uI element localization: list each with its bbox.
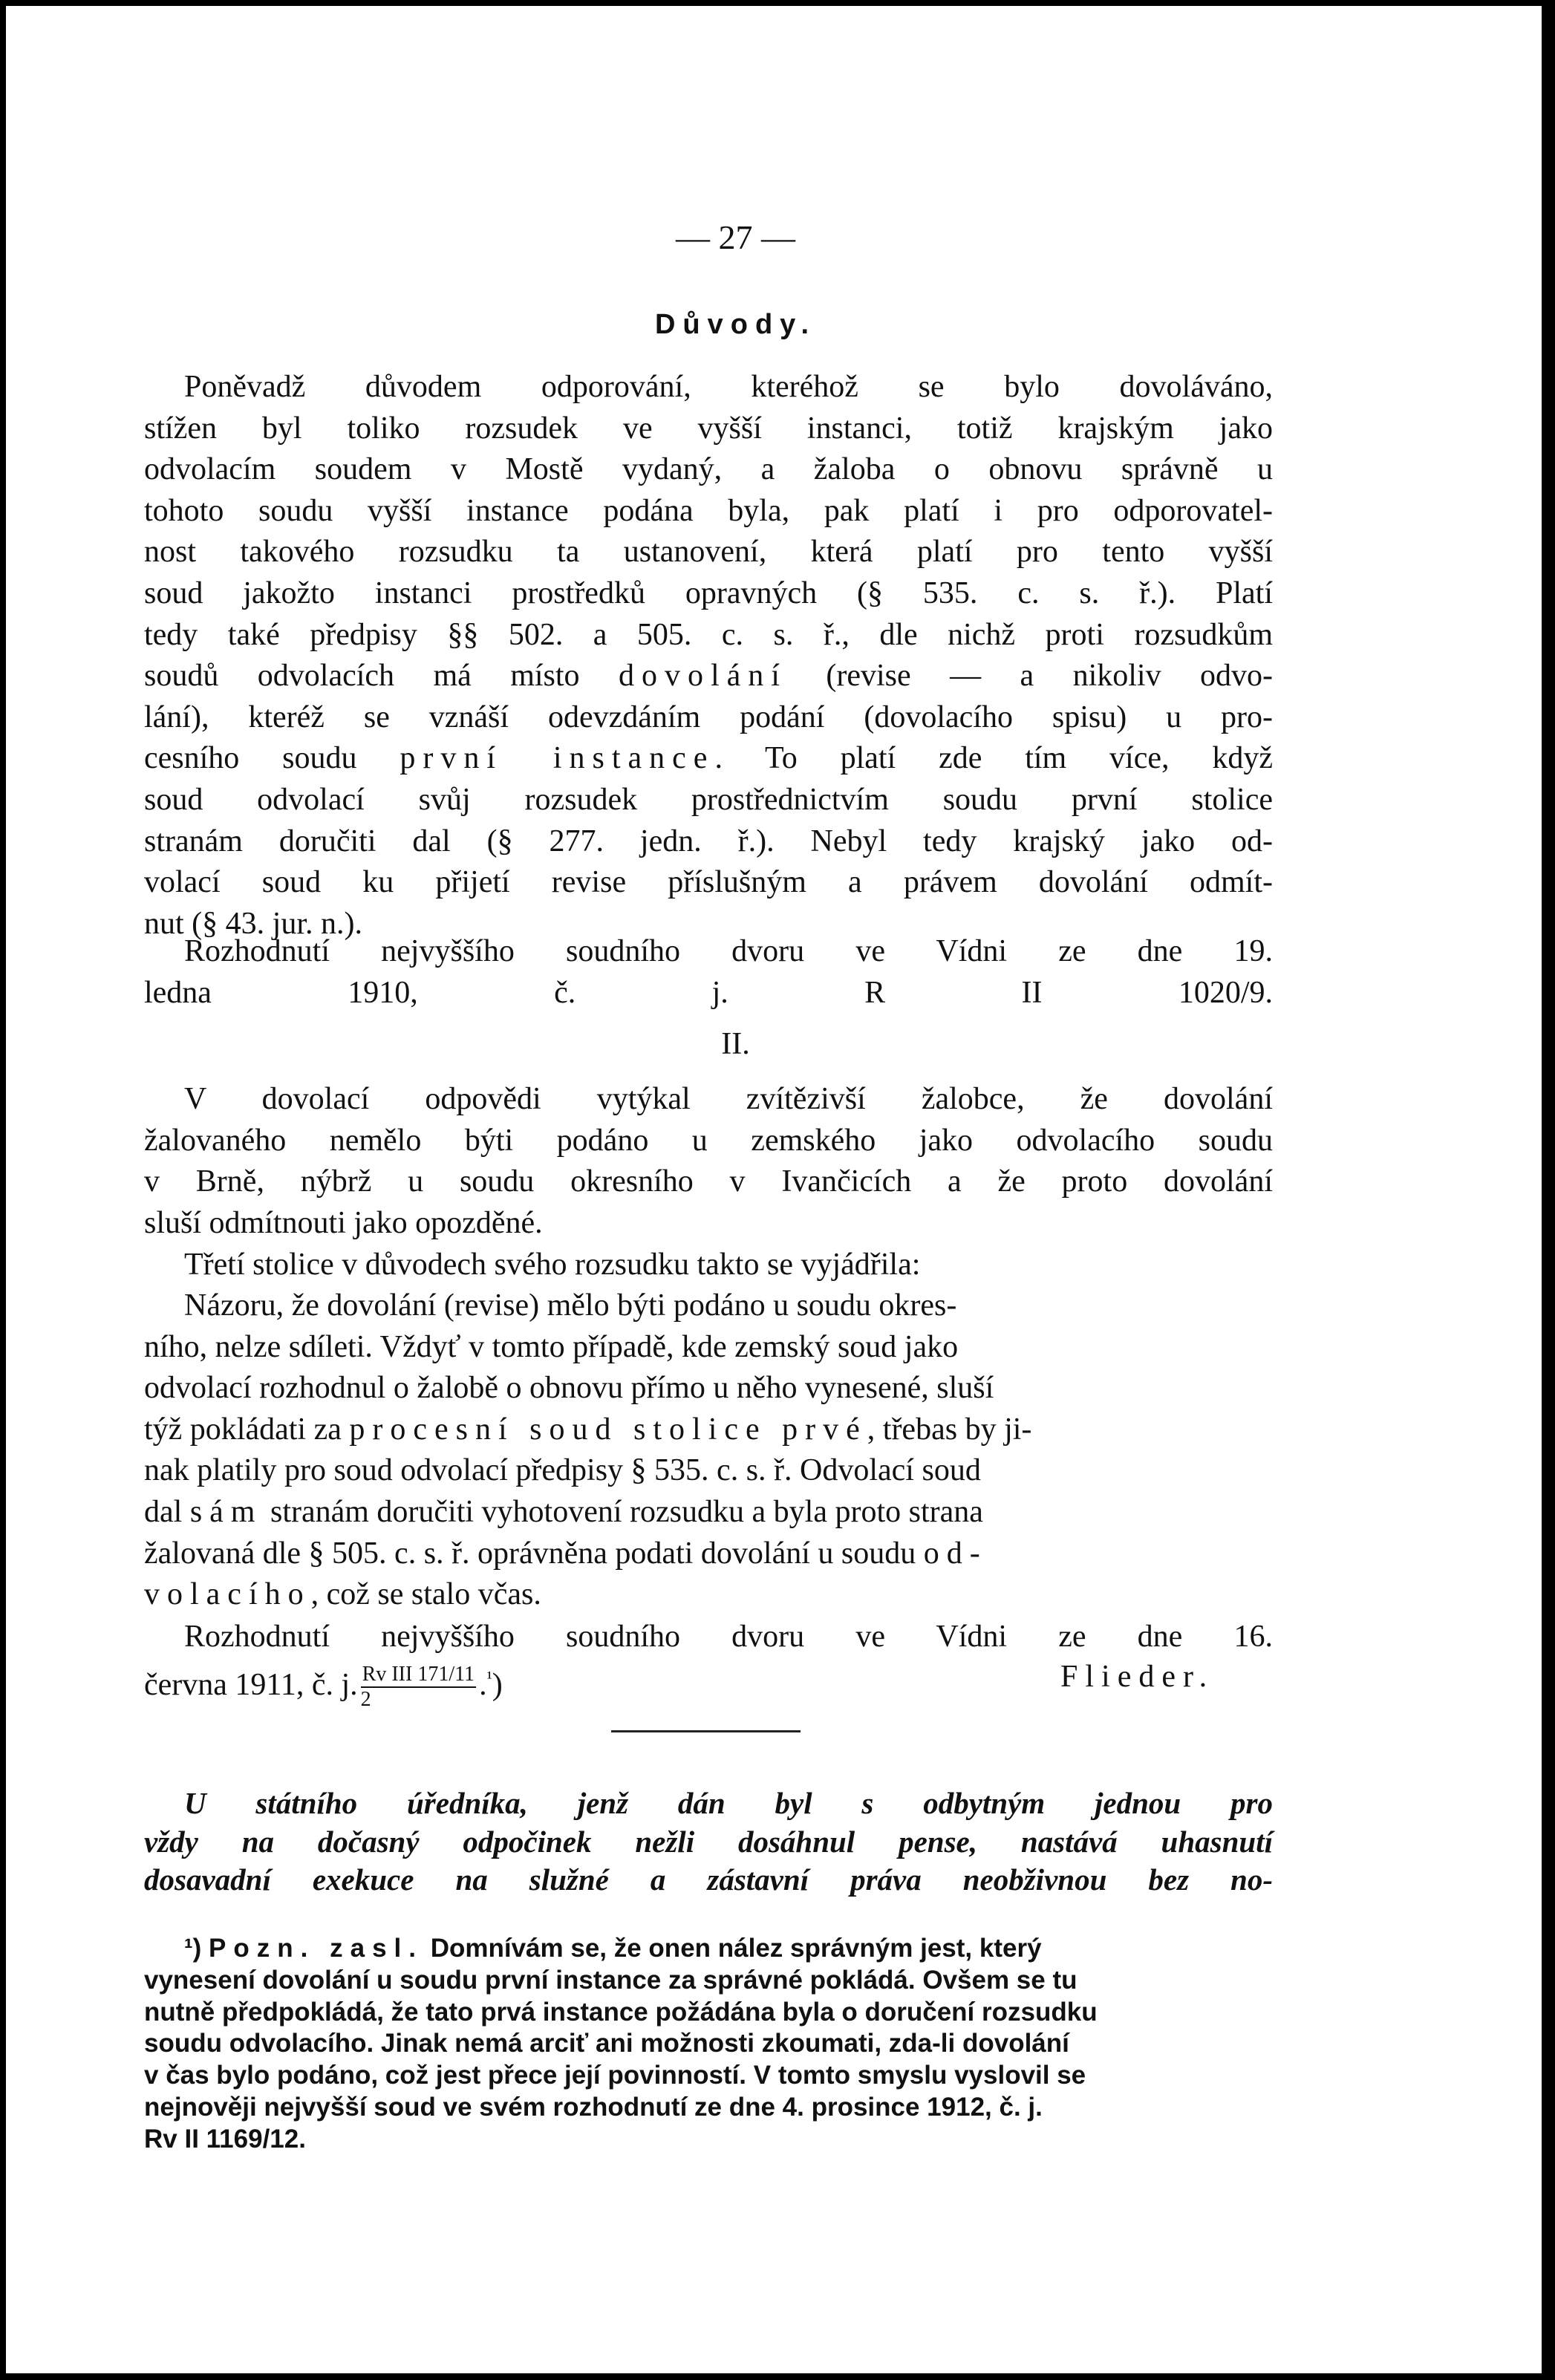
text-line: stížen byl toliko rozsudek ve vyšší instanci, totiž krajským jako [144, 411, 1273, 446]
text-line: žalovaná dle § 505. c. s. ř. oprávněna podati dovolání u soudu od- [144, 1536, 988, 1571]
footnote-reference: ¹ [486, 1668, 492, 1688]
case-number-fraction [361, 1664, 476, 1710]
footnote [144, 1933, 1273, 2156]
text-line: tedy také předpisy §§ 502. a 505. c. s. ř., dle nichž proti rozsudkům [144, 617, 1273, 652]
text-line: odvolacím soudem v Mostě vydaný, a žaloba o obnovu správně u [144, 452, 1273, 487]
text-line: odvolací rozhodnul o žalobě o obnovu přímo u něho vynesené, sluší [144, 1371, 994, 1406]
section-number: II. [721, 1027, 750, 1061]
text-line: ledna 1910, č. j. R II 1020/9. [144, 975, 1273, 1010]
paragraph-nazoru [144, 1285, 1273, 1616]
spaced-emphasis: dovolání [618, 659, 787, 694]
text-line: Poněvadž důvodem odporování, kteréhož se bylo dovoláváno, [184, 370, 1273, 404]
text-line: vždy na dočasný odpočinek nežli dosáhnul pense, nastává uhasnutí [144, 1824, 1273, 1859]
text-line: v čas bylo podáno, což jest přece její povinností. V tomto smyslu vyslovil se [144, 2061, 1086, 2090]
decision-2-suffix: . [479, 1667, 487, 1702]
duvody-paragraph [144, 367, 1273, 945]
text-line: vynesení dovolání u soudu první instance za správné pokládá. Ovšem se tu [144, 1965, 1078, 1995]
fraction-numerator: Rv III 171/11 [361, 1664, 476, 1688]
paragraph-treti-stolice [144, 1245, 1273, 1286]
text-line: tohoto soudu vyšší instance podána byla, pak platí i pro odporovatel- [144, 493, 1273, 528]
decision-citation-1 [144, 931, 1273, 1014]
spaced-emphasis: Pozn. zasl. [209, 1934, 423, 1963]
headnote [144, 1784, 1273, 1900]
paragraph-dovolaci-odpoved [144, 1079, 1273, 1244]
text-line: volacího, což se stalo včas. [144, 1577, 541, 1612]
spaced-emphasis: první instance [400, 741, 715, 776]
text-line: v Brně, nýbrž u soudu okresního v Ivančicích a že proto dovolání [144, 1164, 1273, 1199]
text-line: V dovolací odpovědi vytýkal zvítězivší žalobce, že dovolání [184, 1082, 1273, 1116]
spaced-emphasis: volacího [144, 1577, 311, 1612]
text-line: stranám doručiti dal (§ 277. jedn. ř.). Nebyl tedy krajský jako od- [144, 824, 1273, 858]
text-line: Rozhodnutí nejvyššího soudního dvoru ve Vídni ze dne 19. [184, 934, 1273, 968]
page-number: — 27 — [676, 218, 795, 256]
text-line: soud odvolací svůj rozsudek prostřednictvím soudu první stolice [144, 782, 1273, 817]
text-line: sluší odmítnouti jako opozděné. [144, 1205, 543, 1240]
spaced-emphasis: od- [923, 1536, 988, 1571]
separator-line [611, 1730, 801, 1732]
text-line: týž pokládati za procesní soud stolice prvé, třebas by ji- [144, 1412, 1032, 1447]
decision-2-prefix: června 1911, č. j. [144, 1667, 358, 1702]
text-line: žalovaného nemělo býti podáno u zemského jako odvolacího soudu [144, 1123, 1273, 1158]
text-line: cesního soudu první instance. To platí zde tím více, když [144, 741, 1273, 776]
text-line: Třetí stolice v důvodech svého rozsudku takto se vyjádřila: [184, 1248, 921, 1282]
text-line: volací soud ku přijetí revise příslušným a právem dovolání odmít- [144, 865, 1273, 900]
text-line: U státního úředníka, jenž dán byl s odbytným jednou pro [184, 1786, 1273, 1820]
text-line: dal sám stranám doručiti vyhotovení rozsudku a byla proto strana [144, 1494, 983, 1529]
page [6, 6, 1542, 2373]
text-line: soudu odvolacího. Jinak nemá arciť ani možnosti zkoumati, zda-li dovolání [144, 2029, 1069, 2058]
text-line: ¹) Pozn. zasl. Domnívám se, že onen nález správným jest, který [184, 1934, 1042, 1963]
section-heading: Důvody. [654, 309, 817, 340]
spaced-emphasis: procesní soud stolice prvé [349, 1412, 867, 1447]
text-line: dosavadní exekuce na služné a zástavní práva neobživnou bez no- [144, 1862, 1273, 1897]
decision-2-line-2: června 1911, č. j. $\frac{\text{Rv III 171/11}}{2}$ .$^{^1}$) [144, 1662, 503, 1711]
text-line: lání), kteréž se vznáší odevzdáním podání (dovolacího spisu) u pro- [144, 700, 1273, 734]
decision-2-line-1: Rozhodnutí nejvyššího soudního dvoru ve Vídni ze dne 16. [184, 1620, 1273, 1654]
text-line: nak platily pro soud odvolací předpisy § 535. c. s. ř. Odvolací soud [144, 1453, 981, 1488]
text-line: nost takového rozsudku ta ustanovení, která platí pro tento vyšší [144, 535, 1273, 570]
text-line: nutně předpokládá, že tato prvá instance požádána byla o doručení rozsudku [144, 1997, 1098, 2027]
text-line: ního, nelze sdíleti. Vždyť v tomto případě, kde zemský soud jako [144, 1329, 959, 1364]
fraction-denominator: 2 [360, 1687, 371, 1711]
signature: Flieder. [1060, 1660, 1215, 1694]
text-line: soud jakožto instanci prostředků opravných (§ 535. c. s. ř.). Platí [144, 576, 1273, 610]
spaced-emphasis: sám [189, 1494, 263, 1529]
text-line: nejnověji nejvyšší soud ve svém rozhodnutí ze dne 4. prosince 1912, č. j. [144, 2092, 1043, 2122]
text-line: Názoru, že dovolání (revise) mělo býti podáno u soudu okres- [184, 1288, 957, 1323]
text-line: Rv II 1169/12. [144, 2124, 306, 2154]
text-line: soudů odvolacích má místo dovolání (revise — a nikoliv odvo- [144, 659, 1273, 694]
text-line: nut (§ 43. jur. n.). [144, 906, 362, 941]
